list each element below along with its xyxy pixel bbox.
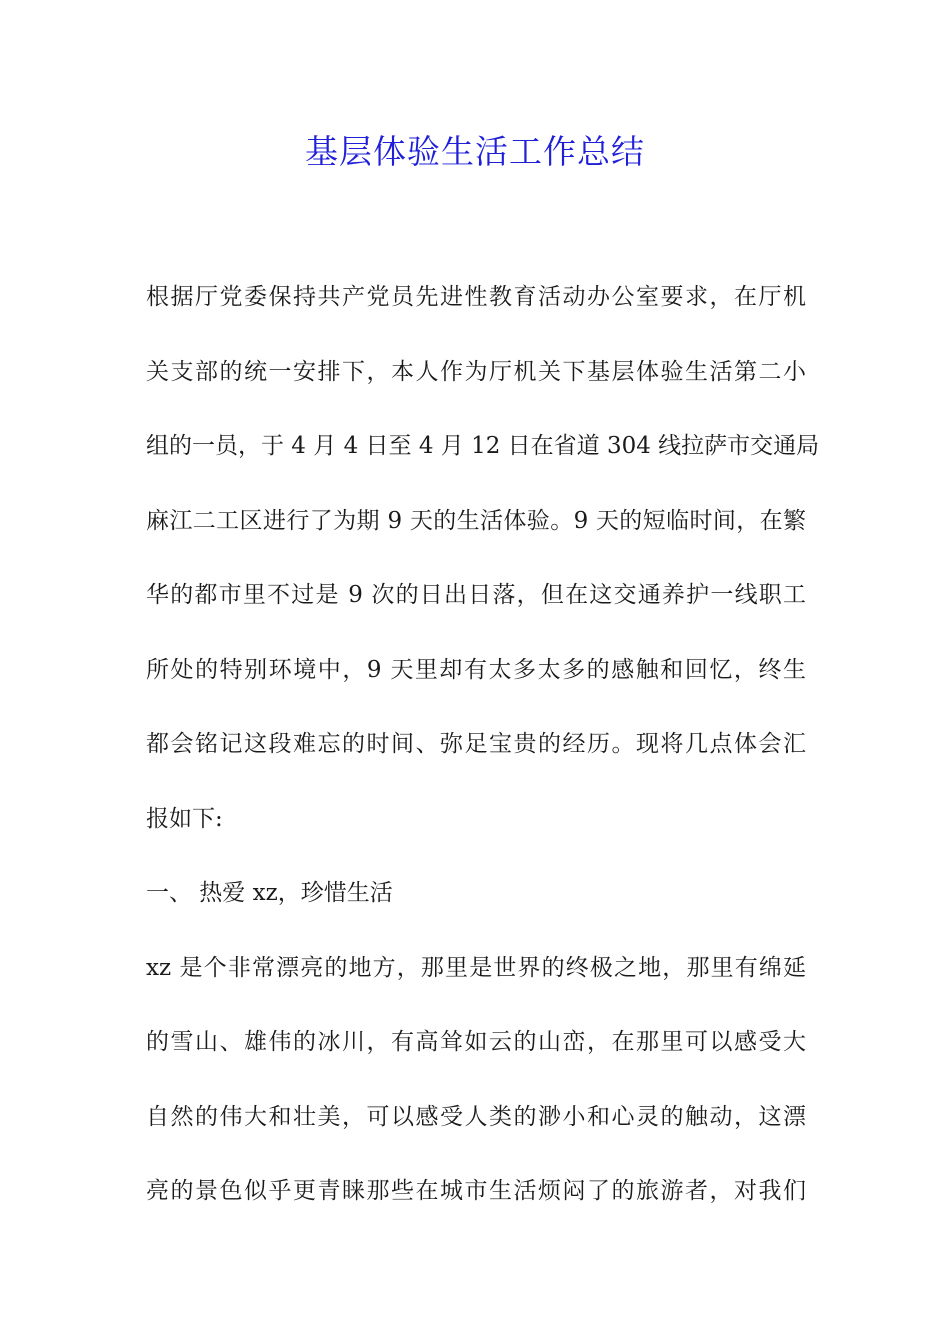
paragraph-line: 的雪山、雄伟的冰川，有高耸如云的山峦，在那里可以感受大 (146, 1029, 806, 1055)
paragraph-line: 关支部的统一安排下，本人作为厅机关下基层体验生活第二小 (146, 358, 806, 385)
document-title: 基层体验生活工作总结 (305, 132, 645, 171)
section-heading: 一、 热爱 xz，珍惜生活 (146, 880, 393, 906)
paragraph-line: 组的一员，于 4 月 4 日至 4 月 12 日在省道 304 线拉萨市交通局 (146, 433, 820, 459)
paragraph-line: 都会铭记这段难忘的时间、弥足宝贵的经历。现将几点体会汇 (146, 731, 806, 757)
paragraph-line: 所处的特别环境中，9 天里却有太多太多的感触和回忆，终生 (146, 656, 806, 683)
paragraph-line: 自然的伟大和壮美，可以感受人类的渺小和心灵的触动，这漂 (146, 1103, 806, 1130)
paragraph-line: xz 是个非常漂亮的地方，那里是世界的终极之地，那里有绵延 (146, 954, 806, 981)
paragraph-line: 华的都市里不过是 9 次的日出日落，但在这交通养护一线职工 (146, 582, 806, 608)
paragraph-line: 亮的景色似乎更青睐那些在城市生活烦闷了的旅游者，对我们 (146, 1178, 806, 1204)
paragraph-line: 根据厅党委保持共产党员先进性教育活动办公室要求，在厅机 (146, 284, 806, 310)
paragraph-line: 麻江二工区进行了为期 9 天的生活体验。9 天的短临时间，在繁 (146, 507, 806, 534)
paragraph-line: 报如下: (146, 805, 223, 832)
document-body (146, 260, 820, 1229)
